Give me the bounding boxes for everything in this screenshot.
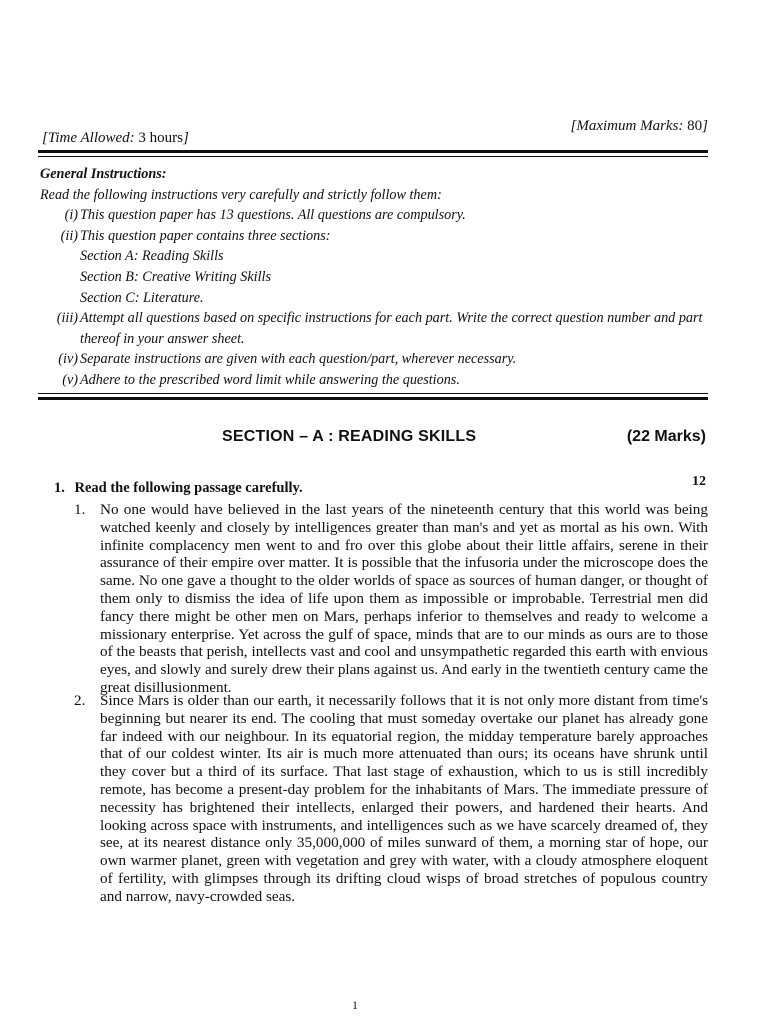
section-marks: (22 Marks) xyxy=(626,428,706,445)
question-number: 1. xyxy=(54,480,65,496)
header-rule-thick xyxy=(38,150,708,153)
instruction-text: Separate instructions are given with each question/part, wherever necessary. xyxy=(80,351,517,368)
instruction-num: (iv) xyxy=(58,351,78,368)
instructions-rule-thick xyxy=(38,397,708,400)
instruction-item xyxy=(40,349,708,370)
instruction-num: (v) xyxy=(62,371,78,388)
instruction-item xyxy=(40,226,708,247)
page-number: 1 xyxy=(352,998,358,1012)
passage-paragraph xyxy=(74,501,708,697)
marks-value: 80 xyxy=(687,118,703,134)
section-list-item: Section C: Literature. xyxy=(80,289,204,306)
question-header xyxy=(54,474,708,497)
section-heading xyxy=(40,428,708,450)
instructions-rule-thin xyxy=(38,393,708,394)
paragraph-number: 1. xyxy=(74,501,86,518)
instruction-num: (iii) xyxy=(56,310,78,327)
paragraph-text: Since Mars is older than our earth, it necessarily follows that it is not only more distant from time's beginning but nearer its end. The cooling that must someday overtake our planet has already gone far indeed with our neighbour. In its equatorial region, the midday temperature barely approaches that of our coldest winter. Its air is much more attenuated than ours; its oceans have shrunk until they cover but a third of its surface. That last stage of exhaustion, which to us is still incredibly remote, has become a present-day problem for the inhabitants of Mars. The immediate pressure of necessity has brightened their intellects, enlarged their powers, and hardened their hearts. And looking across space with instruments, and intelligences such as we have scarcely dreamed of, they see, at its nearest distance only 35,000,000 of miles sunward of them, a morning star of hope, our own warmer planet, green with vegetation and grey with water, with a cloudy atmosphere eloquent of fertility, with glimpses through its drifting cloud wisps of broad stretches of populous country and narrow, navy-crowded seas. xyxy=(100,692,708,905)
instruction-num: (ii) xyxy=(60,227,78,244)
instructions-intro: Read the following instructions very carefully and strictly follow them: xyxy=(40,186,442,203)
instruction-text: Attempt all questions based on specific instructions for each part. Write the correct question number and part thereof in your answer sheet. xyxy=(80,310,703,347)
marks-label: Maximum Marks: xyxy=(576,118,684,134)
instructions-title: General Instructions: xyxy=(40,166,167,182)
instruction-text: Adhere to the prescribed word limit while answering the questions. xyxy=(80,371,460,388)
instruction-item xyxy=(40,205,708,226)
paragraph-text: No one would have believed in the last years of the nineteenth century that this world was being watched keenly and closely by intelligences greater than man's and yet as mortal as his own. With infinite complacency men went to and fro over this globe about their little affairs, serene in their assurance of their empire over matter. It is possible that the infusoria under the microscope does the same. No one gave a thought to the older worlds of space as sources of human danger, or thought of them only to dismiss the idea of life upon them as impossible or improbable. Terrestrial men did fancy there might be other men on Mars, perhaps inferior to themselves and ready to welcome a missionary enterprise. Yet across the gulf of space, minds that are to our minds as ours are to those of the beasts that perish, intellects vast and cool and unsympathetic regarded this earth with envious eyes, and slowly and surely drew their plans against us. And early in the twentieth century came the great disillusionment. xyxy=(100,501,708,696)
time-value: 3 hours xyxy=(138,130,183,146)
header-rule-thin xyxy=(38,156,708,157)
general-instructions xyxy=(40,164,708,391)
question-marks: 12 xyxy=(692,474,706,489)
instruction-num: (i) xyxy=(64,207,78,224)
question-text: Read the following passage carefully. xyxy=(74,480,303,496)
passage-paragraph xyxy=(74,692,708,906)
paragraph-number: 2. xyxy=(74,692,86,709)
instruction-text: This question paper contains three sections: xyxy=(80,227,331,244)
instruction-item xyxy=(40,370,708,391)
section-list-item: Section B: Creative Writing Skills xyxy=(80,268,271,285)
time-label: Time Allowed: xyxy=(47,130,135,146)
section-title: SECTION – A : READING SKILLS xyxy=(222,428,477,445)
section-list-item: Section A: Reading Skills xyxy=(80,248,224,265)
instruction-text: This question paper has 13 questions. All questions are compulsory. xyxy=(80,207,466,224)
instruction-item xyxy=(40,308,708,349)
maximum-marks: [Maximum Marks: 80] xyxy=(570,118,708,134)
time-allowed: [Time Allowed: 3 hours] xyxy=(42,130,189,146)
exam-header xyxy=(42,118,708,148)
